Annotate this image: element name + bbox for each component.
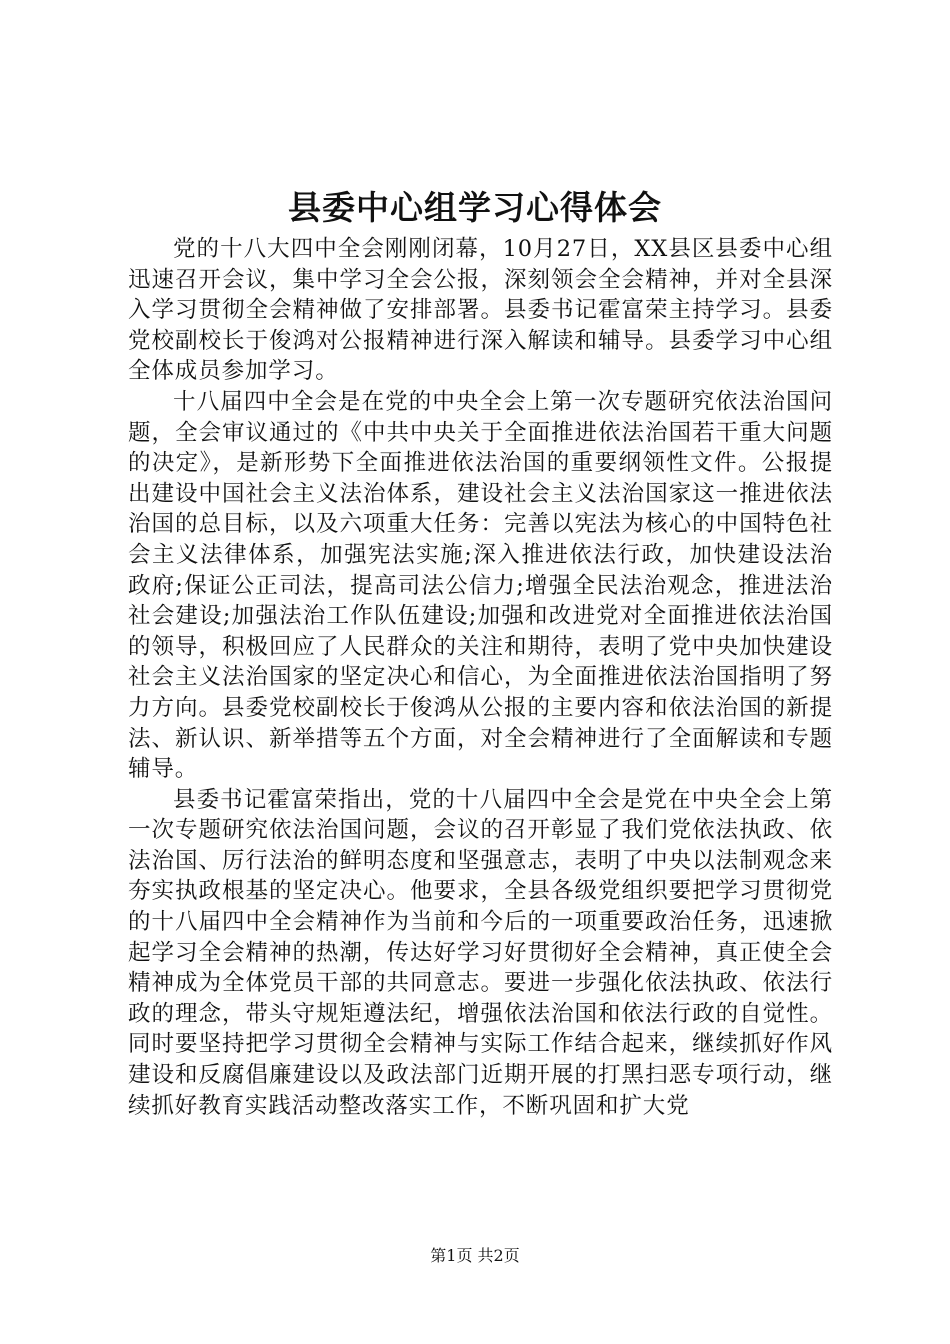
document-title: 县委中心组学习心得体会 — [288, 188, 662, 227]
paragraph-3: 县委书记霍富荣指出，党的十八届四中全会是党在中央全会上第一次专题研究依法治国问题，会议的召开彰显了我们党依法执政、依法治国、厉行法治的鲜明态度和坚强意志，表明了中央以法制观念来夯实执政根基的坚定决心。他要求，全县各级党组织要把学习贯彻党的十八届四中全会精神作为当前和今后的一项重要政治任务，迅速掀起学习全会精神的热潮，传达好学习好贯彻好全会精神，真正使全会精神成为全体党员干部的共同意志。要进一步强化依法执政、依法行政的理念，带头守规矩遵法纪，增强依法治国和依法行政的自觉性。同时要坚持把学习贯彻全会精神与实际工作结合起来，继续抓好作风建设和反腐倡廉建设以及政法部门近期开展的打黑扫恶专项行动，继续抓好教育实践活动整改落实工作，不断巩固和扩大党 — [128, 786, 833, 1119]
paragraph-1: 党的十八大四中全会刚刚闭幕，10月27日，XX县区县委中心组迅速召开会议，集中学习全会公报，深刻领会全会精神，并对全县深入学习贯彻全会精神做了安排部署。县委书记霍富荣主持学习。县委党校副校长于俊鸿对公报精神进行深入解读和辅导。县委学习中心组全体成员参加学习。 — [128, 236, 833, 385]
document-body — [128, 234, 833, 1121]
page-number-footer: 第1页 共2页 — [430, 1246, 520, 1265]
paragraph-2: 十八届四中全会是在党的中央全会上第一次专题研究依法治国问题，全会审议通过的《中共中央关于全面推进依法治国若干重大问题的决定》，是新形势下全面推进依法治国的重要纲领性文件。公报提出建设中国社会主义法治体系，建设社会主义法治国家这一推进依法治国的总目标，以及六项重大任务：完善以宪法为核心的中国特色社会主义法律体系，加强宪法实施;深入推进依法行政，加快建设法治政府;保证公正司法，提高司法公信力;增强全民法治观念，推进法治社会建设;加强法治工作队伍建设;加强和改进党对全面推进依法治国的领导，积极回应了人民群众的关注和期待，表明了党中央加快建设社会主义法治国家的坚定决心和信心，为全面推进依法治国指明了努力方向。县委党校副校长于俊鸿从公报的主要内容和依法治国的新提法、新认识、新举措等五个方面，对全会精神进行了全面解读和专题辅导。 — [128, 388, 833, 783]
